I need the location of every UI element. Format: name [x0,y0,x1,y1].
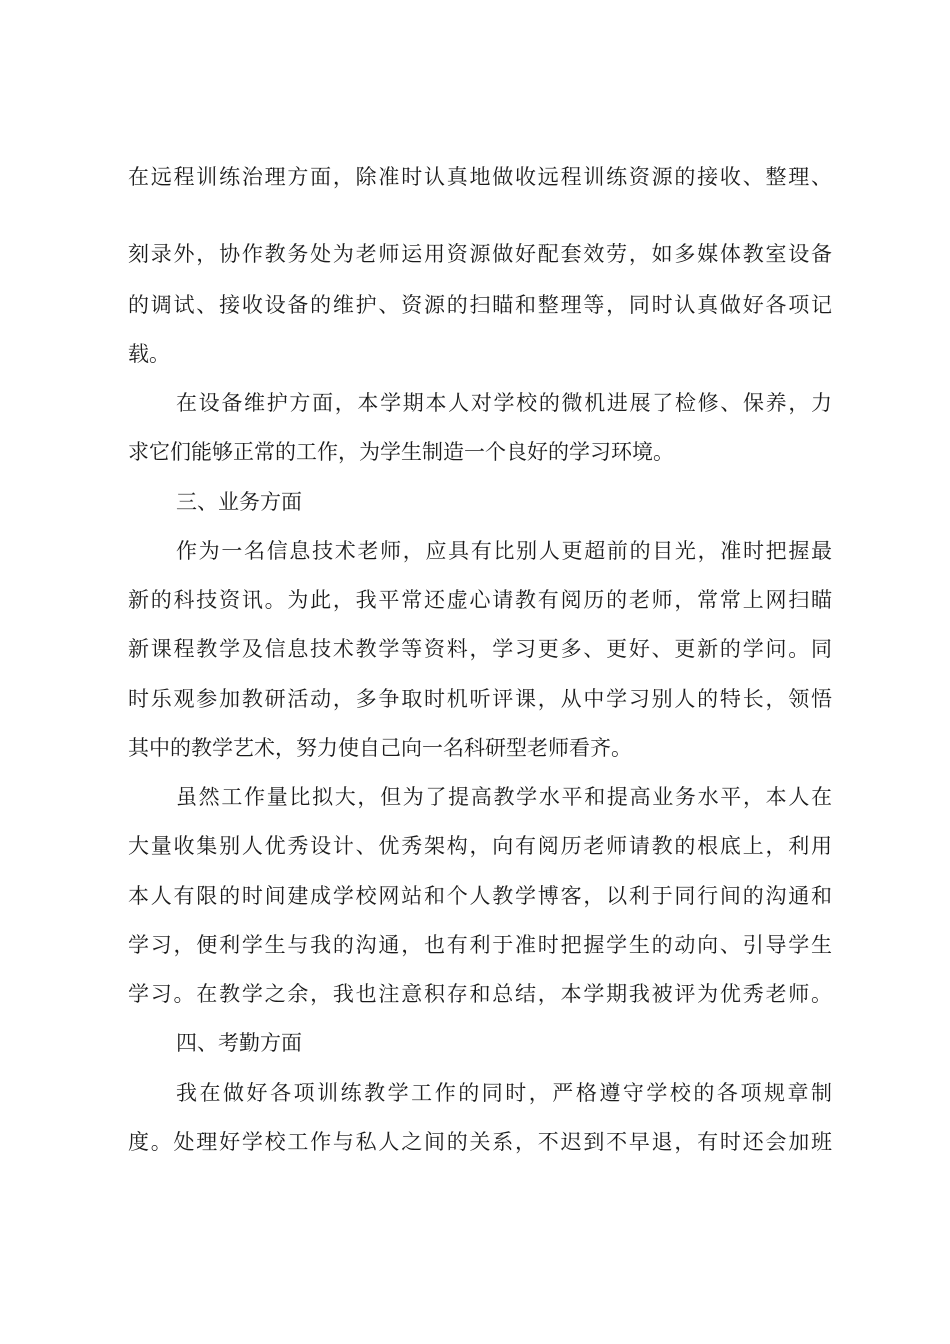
paragraph-line: 作为一名信息技术老师，应具有比别人更超前的目光，准时把握最 [176,539,832,563]
paragraph-line: 学习，便利学生与我的沟通，也有利于准时把握学生的动向、引导学生 [128,933,832,957]
paragraph-line: 大量收集别人优秀设计、优秀架构，向有阅历老师请教的根底上，利用 [128,834,832,858]
paragraph-line: 的调试、接收设备的维护、资源的扫瞄和整理等，同时认真做好各项记 [128,293,832,317]
paragraph-line: 虽然工作量比拟大，但为了提高教学水平和提高业务水平，本人在 [176,785,832,809]
section-heading: 三、业务方面 [176,490,302,514]
paragraph-line: 本人有限的时间建成学校网站和个人教学博客，以利于同行间的沟通和 [128,884,832,908]
paragraph-line: 载。 [128,342,170,366]
paragraph-line: 时乐观参加教研活动，多争取时机听评课，从中学习别人的特长，领悟 [128,687,832,711]
paragraph-line: 新课程教学及信息技术教学等资料，学习更多、更好、更新的学问。同 [128,637,832,661]
section-heading: 四、考勤方面 [176,1031,302,1055]
paragraph-line: 刻录外，协作教务处为老师运用资源做好配套效劳，如多媒体教室设备 [128,242,832,266]
paragraph-line: 其中的教学艺术，努力使自己向一名科研型老师看齐。 [128,736,632,760]
paragraph-line: 新的科技资讯。为此，我平常还虚心请教有阅历的老师，常常上网扫瞄 [128,588,832,612]
paragraph-line: 我在做好各项训练教学工作的同时，严格遵守学校的各项规章制 [176,1081,832,1105]
paragraph-line: 学习。在教学之余，我也注意积存和总结，本学期我被评为优秀老师。 [128,982,832,1006]
paragraph-line: 度。处理好学校工作与私人之间的关系，不迟到不早退，有时还会加班 [128,1130,832,1154]
paragraph-line: 在设备维护方面，本学期本人对学校的微机进展了检修、保养，力 [176,391,832,415]
paragraph-line: 在远程训练治理方面，除准时认真地做收远程训练资源的接收、整理、 [128,165,832,189]
paragraph-line: 求它们能够正常的工作，为学生制造一个良好的学习环境。 [128,440,674,464]
